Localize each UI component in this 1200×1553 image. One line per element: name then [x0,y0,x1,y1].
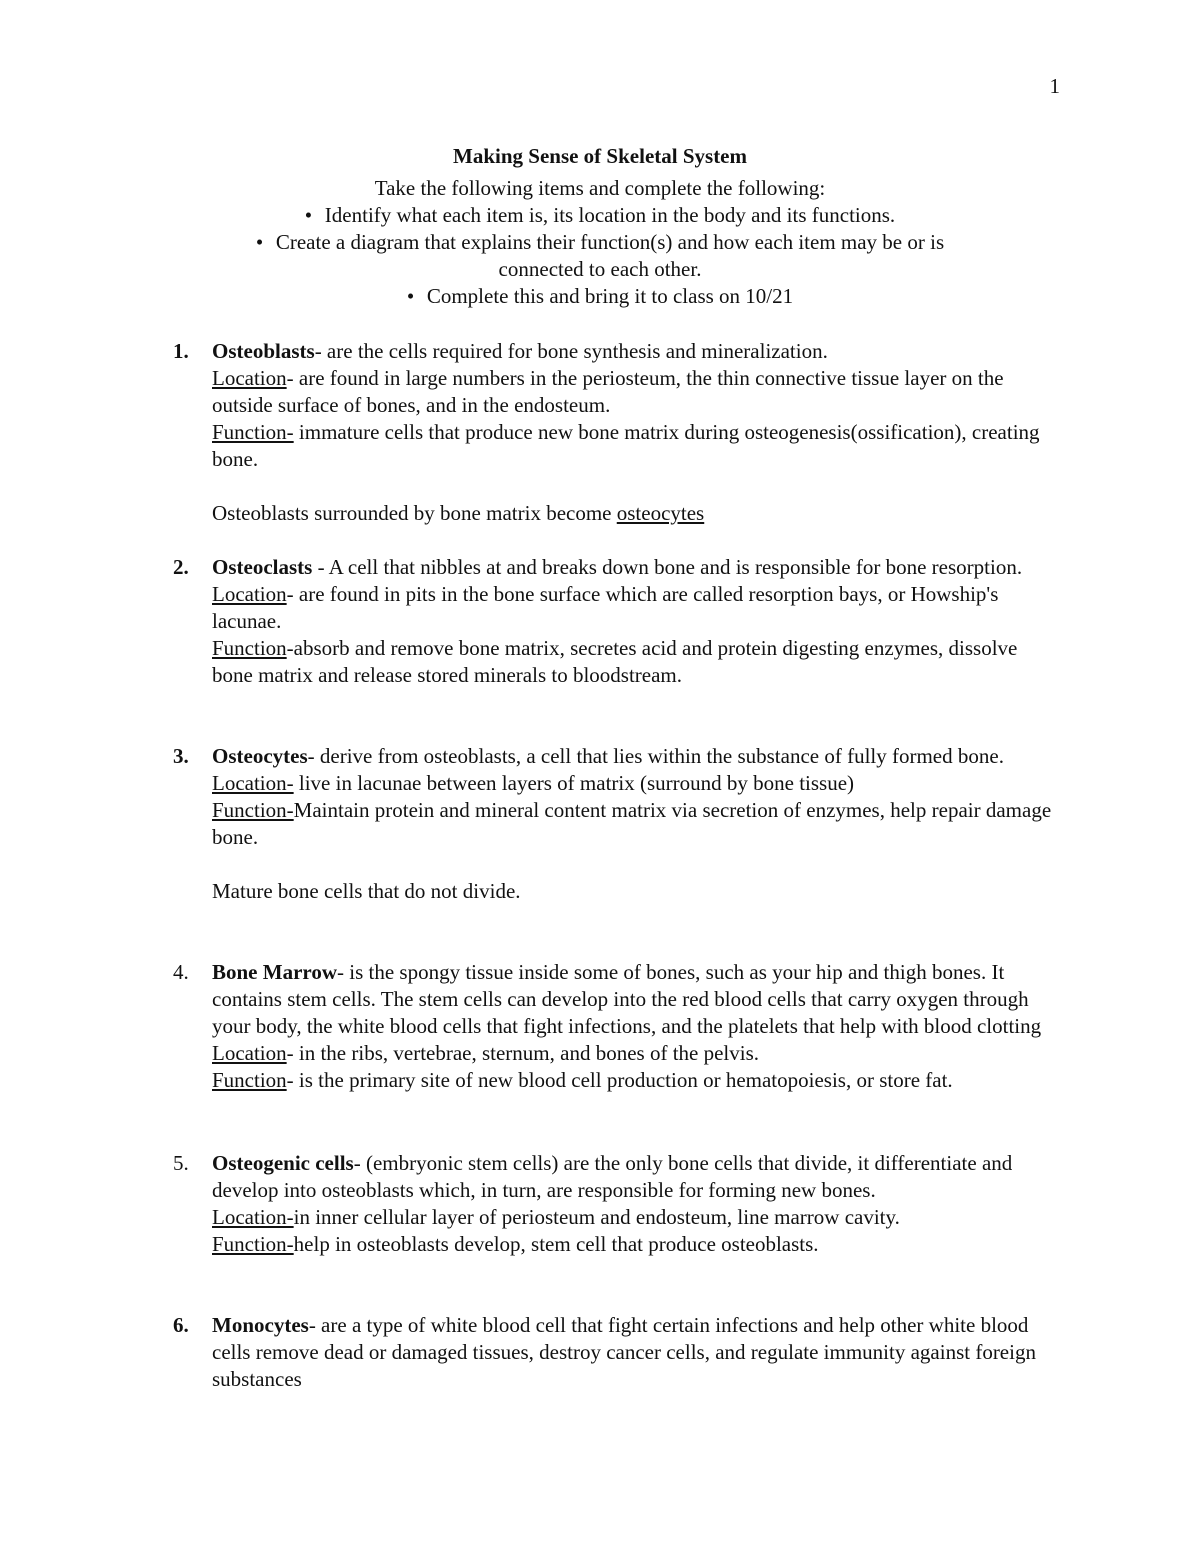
list-item-bone-marrow [173,959,1063,1094]
list-item-monocytes [173,1312,1063,1393]
item-definition: Bone Marrow- is the spongy tissue inside some of bones, such as your hip and thigh bones. It contains stem cells. The stem cells can develop into the red blood cells that carry oxygen through your body, the white blood cells that fight infections, and the platelets that help with blood clotting [212,960,1042,1038]
item-number: 6. [173,1313,189,1337]
item-location: Location- live in lacunae between layers of matrix (surround by bone tissue) [212,771,855,795]
bullet-continuation: connected to each other. [498,257,702,281]
bullet-icon: • [304,203,313,227]
item-definition: Monocytes- are a type of white blood cell that fight certain infections and help other white blood cells remove dead or damaged tissues, destroy cancer cells, and regulate immunity against foreign substances [212,1313,1036,1391]
location-label: Location- [212,771,294,795]
item-function: Function-help in osteoblasts develop, stem cell that produce osteoblasts. [212,1232,819,1256]
location-label: Location- [212,1205,294,1229]
item-number: 1. [173,339,189,363]
item-number: 2. [173,555,189,579]
function-label: Function [212,636,287,660]
item-number: 5. [173,1151,189,1175]
page-number: 1 [1049,74,1060,98]
page-title: Making Sense of Skeletal System [453,144,747,168]
item-location: Location- in the ribs, vertebrae, sternum, and bones of the pelvis. [212,1041,760,1065]
item-definition: Osteocytes- derive from osteoblasts, a cell that lies within the substance of fully formed bone. [212,744,1004,768]
function-label: Function- [212,1232,294,1256]
function-label: Function- [212,420,294,444]
location-label: Location [212,582,287,606]
list-item-osteoblasts [173,338,1063,527]
item-term: Bone Marrow [212,960,338,984]
bullet-item: • Complete this and bring it to class on 10/21 [406,284,794,308]
item-term: Osteogenic cells [212,1151,354,1175]
item-location: Location- are found in large numbers in the periosteum, the thin connective tissue layer on the outside surface of bones, and in the endosteum. [212,366,1004,417]
function-label: Function [212,1068,287,1092]
item-number: 3. [173,744,189,768]
bullet-icon: • [406,284,415,308]
item-term: Osteoblasts [212,339,315,363]
item-function: Function- is the primary site of new blood cell production or hematopoiesis, or store fat. [212,1068,953,1092]
list-item-osteogenic-cells [173,1150,1063,1258]
item-definition: Osteoblasts- are the cells required for bone synthesis and mineralization. [212,339,828,363]
item-term: Osteocytes [212,744,308,768]
item-function: Function-Maintain protein and mineral content matrix via secretion of enzymes, help repair damage bone. [212,798,1052,849]
osteocytes-reference: osteocytes [616,501,705,525]
item-function: Function- immature cells that produce new bone matrix during osteogenesis(ossification), creating bone. [212,420,1040,471]
item-function: Function-absorb and remove bone matrix, secretes acid and protein digesting enzymes, dissolve bone matrix and release stored minerals to bloodstream. [212,636,1018,687]
location-label: Location [212,1041,287,1065]
list-item-osteocytes [173,743,1063,905]
item-term: Osteoclasts [212,555,313,579]
bullet-icon: • [255,230,264,254]
item-number: 4. [173,960,189,984]
intro-text: Take the following items and complete the following: [374,176,826,200]
item-location: Location-in inner cellular layer of periosteum and endosteum, line marrow cavity. [212,1205,900,1229]
function-label: Function- [212,798,294,822]
item-definition: Osteoclasts - A cell that nibbles at and breaks down bone and is responsible for bone resorption. [212,555,1023,579]
item-definition: Osteogenic cells- (embryonic stem cells) are the only bone cells that divide, it differentiate and develop into osteoblasts which, in turn, are responsible for forming new bones. [212,1151,1013,1202]
bullet-item: • Create a diagram that explains their function(s) and how each item may be or is [255,230,945,254]
item-note: Osteoblasts surrounded by bone matrix become osteocytes [212,501,705,525]
list-item-osteoclasts [173,554,1063,689]
item-location: Location- are found in pits in the bone surface which are called resorption bays, or Howship's lacunae. [212,582,999,633]
item-term: Monocytes [212,1313,309,1337]
location-label: Location [212,366,287,390]
item-note: Mature bone cells that do not divide. [212,879,521,903]
bullet-item: • Identify what each item is, its location in the body and its functions. [304,203,896,227]
